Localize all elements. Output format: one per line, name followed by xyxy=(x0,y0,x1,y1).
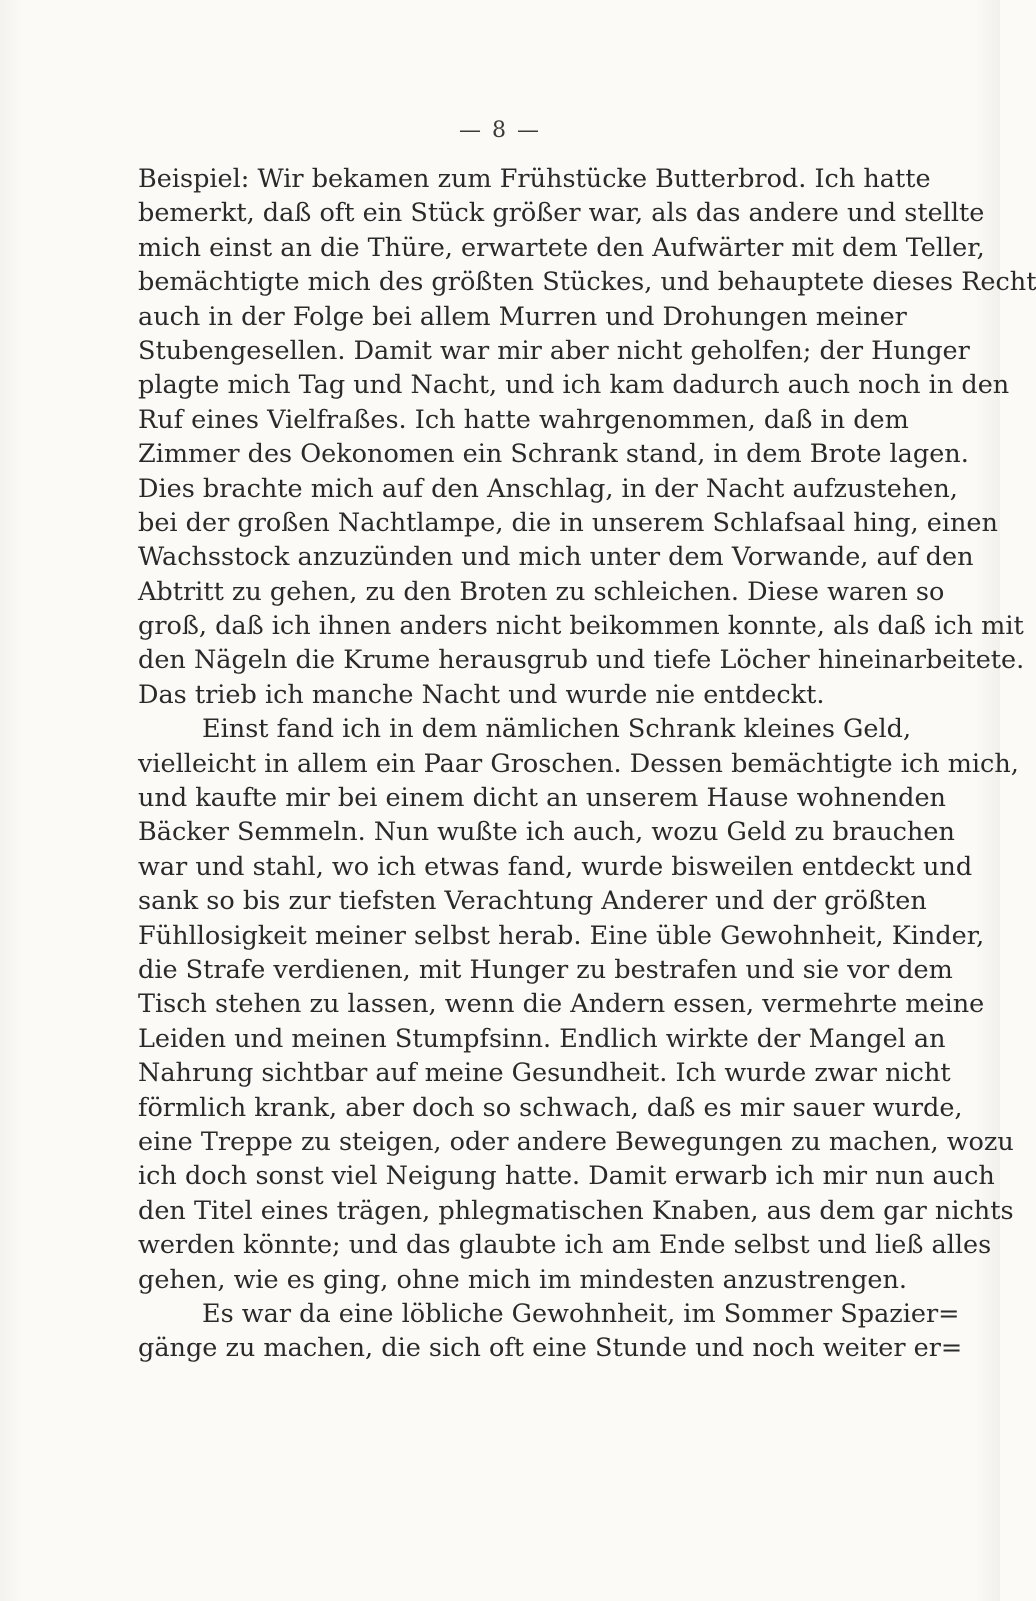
text-line: war und stahl, wo ich etwas fand, wurde bisweilen entdeckt und xyxy=(138,851,973,882)
text-line: gänge zu machen, die sich oft eine Stunde und noch weiter er= xyxy=(138,1333,963,1364)
text-line: Tisch stehen zu lassen, wenn die Andern essen, vermehrte meine xyxy=(138,989,985,1020)
text-line: bemerkt, daß oft ein Stück größer war, als das andere und stellte xyxy=(138,198,985,229)
text-line: Fühllosigkeit meiner selbst herab. Eine üble Gewohnheit, Kinder, xyxy=(138,920,985,951)
text-line: Nahrung sichtbar auf meine Gesundheit. Ich wurde zwar nicht xyxy=(138,1058,951,1089)
text-line: vielleicht in allem ein Paar Groschen. Dessen bemächtigte ich mich, xyxy=(138,748,1019,779)
text-line: plagte mich Tag und Nacht, und ich kam dadurch auch noch in den xyxy=(138,370,1010,401)
text-line: Wachsstock anzuzünden und mich unter dem Vorwande, auf den xyxy=(138,542,974,573)
paragraph-start-line: Es war da eine löbliche Gewohnheit, im Sommer Spazier= xyxy=(202,1298,960,1329)
text-line: gehen, wie es ging, ohne mich im mindesten anzustrengen. xyxy=(138,1264,908,1295)
text-line: förmlich krank, aber doch so schwach, daß es mir sauer wurde, xyxy=(138,1092,963,1123)
text-line: groß, daß ich ihnen anders nicht beikommen konnte, als daß ich mit xyxy=(138,611,1024,642)
text-line: Stubengesellen. Damit war mir aber nicht geholfen; der Hunger xyxy=(138,335,970,366)
text-line: Dies brachte mich auf den Anschlag, in der Nacht aufzustehen, xyxy=(138,473,958,504)
text-line: die Strafe verdienen, mit Hunger zu bestrafen und sie vor dem xyxy=(138,954,953,985)
text-line: sank so bis zur tiefsten Verachtung Anderer und der größten xyxy=(138,886,927,917)
text-line: Abtritt zu gehen, zu den Broten zu schleichen. Diese waren so xyxy=(138,576,945,607)
text-line: bei der großen Nachtlampe, die in unserem Schlafsaal hing, einen xyxy=(138,507,998,538)
text-line: werden könnte; und das glaubte ich am Ende selbst und ließ alles xyxy=(138,1230,992,1261)
page-number: — 8 — xyxy=(459,118,541,143)
text-line: eine Treppe zu steigen, oder andere Bewegungen zu machen, wozu xyxy=(138,1126,1014,1157)
text-line: Zimmer des Oekonomen ein Schrank stand, in dem Brote lagen. xyxy=(138,439,969,470)
text-line: Bäcker Semmeln. Nun wußte ich auch, wozu Geld zu brauchen xyxy=(138,817,955,848)
text-line: und kaufte mir bei einem dicht an unserem Hause wohnenden xyxy=(138,783,946,814)
text-line: Leiden und meinen Stumpfsinn. Endlich wirkte der Mangel an xyxy=(138,1023,946,1054)
body-text xyxy=(138,162,1036,1366)
text-line: auch in der Folge bei allem Murren und Drohungen meiner xyxy=(138,301,907,332)
text-line: den Nägeln die Krume herausgrub und tiefe Löcher hineinarbeitete. xyxy=(138,645,1025,676)
text-line: Ruf eines Vielfraßes. Ich hatte wahrgenommen, daß in dem xyxy=(138,404,909,435)
text-line: mich einst an die Thüre, erwartete den Aufwärter mit dem Teller, xyxy=(138,232,985,263)
paragraph-start-line: Einst fand ich in dem nämlichen Schrank kleines Geld, xyxy=(202,714,912,745)
text-line: Beispiel: Wir bekamen zum Frühstücke Butterbrod. Ich hatte xyxy=(138,164,931,194)
text-line: bemächtigte mich des größten Stückes, und behauptete dieses Recht xyxy=(138,267,1036,298)
text-line: Das trieb ich manche Nacht und wurde nie entdeckt. xyxy=(138,679,825,710)
text-line: den Titel eines trägen, phlegmatischen Knaben, aus dem gar nichts xyxy=(138,1195,1014,1226)
text-line: ich doch sonst viel Neigung hatte. Damit erwarb ich mir nun auch xyxy=(138,1161,995,1192)
